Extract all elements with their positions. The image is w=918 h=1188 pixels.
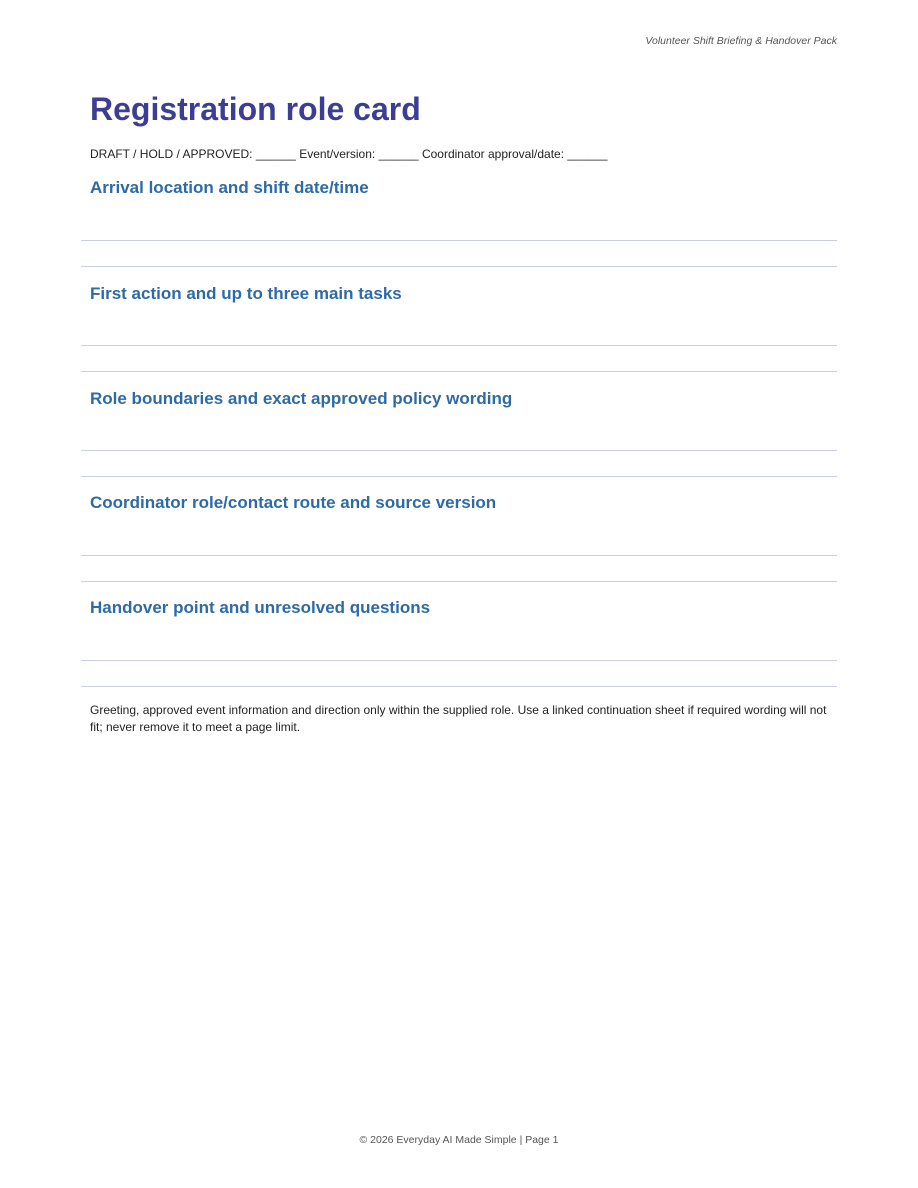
section-rule-boundaries-top [81, 371, 837, 372]
running-header: Volunteer Shift Briefing & Handover Pack [645, 35, 837, 47]
section-rule-coordinator-bottom [81, 555, 837, 556]
page-title: Registration role card [90, 91, 421, 127]
status-line: DRAFT / HOLD / APPROVED: ______ Event/version: ______ Coordinator approval/date: ______ [90, 147, 608, 161]
section-rule-tasks-top [81, 266, 837, 267]
section-heading-handover: Handover point and unresolved questions [90, 598, 431, 617]
role-note: Greeting, approved event information and direction only within the supplied role. Use a linked continuation sheet if required wording will not fit; never remove it to meet a page limit. [90, 703, 827, 734]
section-rule-boundaries-bottom [81, 450, 837, 451]
section-heading-arrival: Arrival location and shift date/time [90, 178, 369, 197]
section-rule-handover-top [81, 581, 837, 582]
section-heading-coordinator: Coordinator role/contact route and source version [90, 493, 497, 512]
section-rule-tasks-bottom [81, 345, 837, 346]
page-footer: © 2026 Everyday AI Made Simple | Page 1 [359, 1134, 559, 1146]
section-heading-tasks: First action and up to three main tasks [90, 284, 402, 303]
section-rule-handover-bottom [81, 660, 837, 661]
section-rule-note-top [81, 686, 837, 687]
section-heading-boundaries: Role boundaries and exact approved policy wording [90, 389, 513, 408]
section-rule-arrival-bottom [81, 240, 837, 241]
section-rule-coordinator-top [81, 476, 837, 477]
